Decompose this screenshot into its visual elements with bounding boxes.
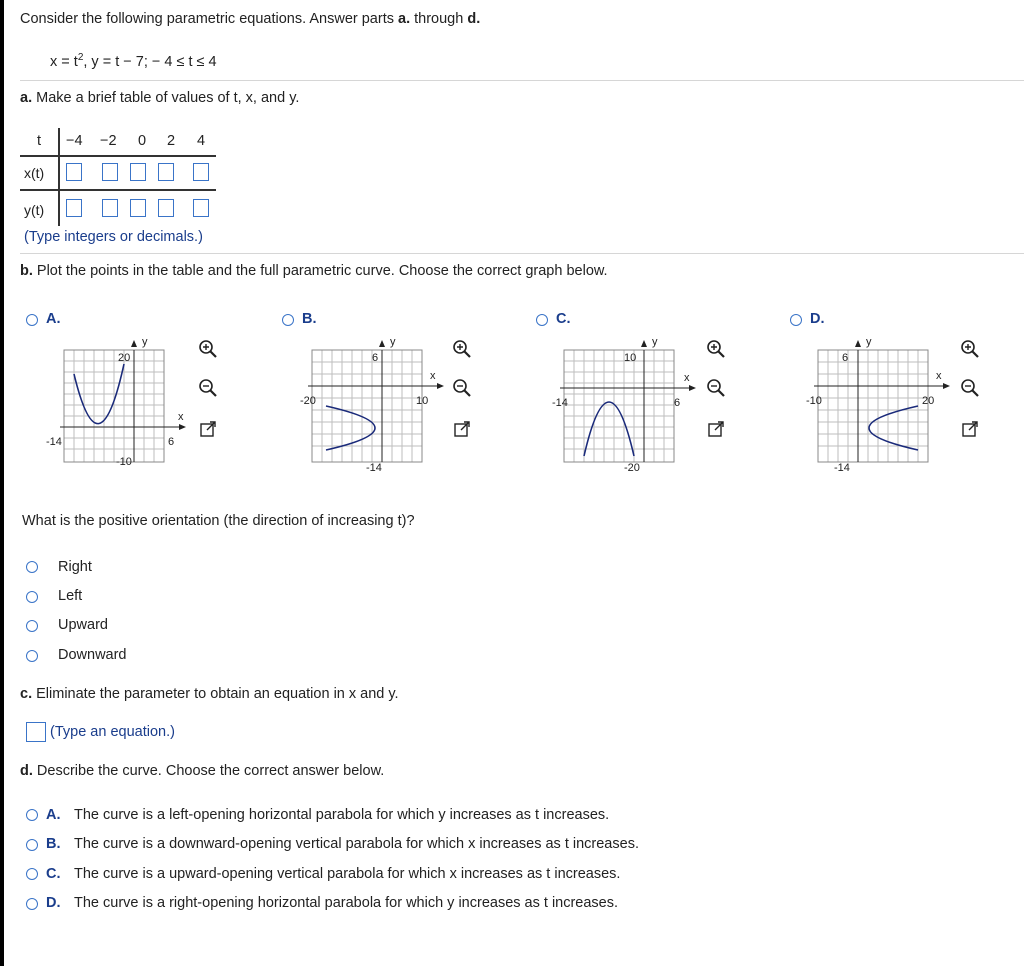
zoom-in-icon[interactable] xyxy=(452,339,472,359)
y-axis-label: y xyxy=(652,336,658,348)
axis-left-label: -20 xyxy=(300,395,316,407)
part-b-prompt xyxy=(20,263,608,279)
axis-min-label: -10 xyxy=(116,456,132,468)
graph-option-d-radio[interactable] xyxy=(790,314,802,326)
axis-right-label: 6 xyxy=(674,397,681,409)
graph-option-c-radio[interactable] xyxy=(536,314,548,326)
curve-option-letter: D. xyxy=(46,895,61,911)
orientation-option-label: Right xyxy=(58,559,92,575)
zoom-out-icon[interactable] xyxy=(452,378,472,398)
axis-max-label: 6 xyxy=(842,352,849,364)
part-c-text: Eliminate the parameter to obtain an equation in x and y. xyxy=(32,686,399,702)
popout-icon[interactable] xyxy=(960,419,980,439)
graph-option-a-radio[interactable] xyxy=(26,314,38,326)
x-axis-label: x xyxy=(430,370,436,382)
axis-min-label: -20 xyxy=(624,462,640,474)
x-axis-label: x xyxy=(178,411,184,423)
table-vertical-rule xyxy=(58,128,60,226)
x-row-label: x(t) xyxy=(24,165,45,181)
t-value: 2 xyxy=(167,133,176,149)
axis-max-label: 10 xyxy=(624,352,637,364)
curve-option-text: The curve is a upward-opening vertical parabola for which x increases as t increases. xyxy=(74,866,621,882)
parametric-equation xyxy=(50,52,217,70)
orientation-radio-right[interactable] xyxy=(26,561,38,573)
problem-intro xyxy=(20,11,480,27)
graph-option-a[interactable] xyxy=(46,336,200,478)
curve-option-text: The curve is a downward-opening vertical parabola for which x increases as t increases. xyxy=(74,836,639,852)
part-c-hint: (Type an equation.) xyxy=(50,724,175,740)
y-row-label: y(t) xyxy=(24,202,45,218)
x-value-input[interactable] xyxy=(193,163,209,181)
curve-option-c-radio[interactable] xyxy=(26,868,38,880)
x-value-input[interactable] xyxy=(66,163,82,181)
part-a-label: a. xyxy=(20,90,33,106)
x-value-input[interactable] xyxy=(102,163,118,181)
part-c-prompt xyxy=(20,686,399,702)
part-d-label: d. xyxy=(20,763,33,779)
popout-icon[interactable] xyxy=(706,419,726,439)
axis-left-label: -10 xyxy=(806,395,822,407)
part-b-text: Plot the points in the table and the full parametric curve. Choose the correct graph below. xyxy=(32,263,608,279)
zoom-in-icon[interactable] xyxy=(706,339,726,359)
zoom-out-icon[interactable] xyxy=(960,378,980,398)
orientation-option-label: Downward xyxy=(58,647,127,663)
equation-rest: , y = t − 7; − 4 ≤ t ≤ 4 xyxy=(83,53,217,70)
y-axis-label: y xyxy=(142,336,148,348)
axis-max-label: 20 xyxy=(118,352,131,364)
orientation-radio-upward[interactable] xyxy=(26,620,38,632)
x-axis-label: x xyxy=(936,370,942,382)
intro-text: Consider the following parametric equations. Answer parts xyxy=(20,11,398,27)
graph-option-b-label: B. xyxy=(302,311,317,327)
divider xyxy=(20,80,1024,81)
axis-right-label: 10 xyxy=(416,395,429,407)
x-value-input[interactable] xyxy=(130,163,146,181)
graph-option-b-radio[interactable] xyxy=(282,314,294,326)
t-value: 0 xyxy=(138,133,147,149)
orientation-radio-left[interactable] xyxy=(26,591,38,603)
axis-left-label: -14 xyxy=(46,436,62,448)
curve-option-a-radio[interactable] xyxy=(26,809,38,821)
t-value: 4 xyxy=(197,133,206,149)
orientation-question: What is the positive orientation (the direction of increasing t)? xyxy=(22,513,415,529)
table-rule-1 xyxy=(20,155,216,157)
t-value: −4 xyxy=(66,133,83,149)
equation-x: x = t xyxy=(50,53,78,70)
intro-a: a. xyxy=(398,11,411,27)
axis-right-label: 20 xyxy=(922,395,935,407)
x-axis-label: x xyxy=(684,372,690,384)
t-header: t xyxy=(37,133,42,149)
axis-right-label: 6 xyxy=(168,436,175,448)
part-b-label: b. xyxy=(20,263,33,279)
y-axis-label: y xyxy=(390,336,396,348)
curve-option-b-radio[interactable] xyxy=(26,839,38,851)
values-table xyxy=(20,128,216,226)
y-value-input[interactable] xyxy=(193,199,209,217)
part-c-label: c. xyxy=(20,686,33,702)
y-axis-label: y xyxy=(866,336,872,348)
graph-option-c[interactable] xyxy=(554,338,704,478)
y-value-input[interactable] xyxy=(66,199,82,217)
t-value: −2 xyxy=(100,133,117,149)
orientation-option-label: Upward xyxy=(58,617,108,633)
x-value-input[interactable] xyxy=(158,163,174,181)
curve-option-letter: B. xyxy=(46,836,61,852)
zoom-in-icon[interactable] xyxy=(960,339,980,359)
curve-option-letter: A. xyxy=(46,807,61,823)
popout-icon[interactable] xyxy=(198,419,218,439)
y-value-input[interactable] xyxy=(102,199,118,217)
axis-max-label: 6 xyxy=(372,352,379,364)
intro-through: through xyxy=(410,11,468,27)
part-a-prompt xyxy=(20,90,299,106)
part-d-text: Describe the curve. Choose the correct answer below. xyxy=(32,763,385,779)
curve-option-text: The curve is a left-opening horizontal parabola for which y increases as t increases. xyxy=(74,807,610,823)
zoom-out-icon[interactable] xyxy=(198,378,218,398)
part-d-prompt xyxy=(20,763,384,779)
graph-option-d[interactable] xyxy=(806,336,960,478)
part-a-hint: (Type integers or decimals.) xyxy=(24,229,203,245)
graph-option-b[interactable] xyxy=(300,336,454,478)
graph-option-a-label: A. xyxy=(46,311,61,327)
equation-exponent: 2 xyxy=(77,52,84,63)
curve-option-d-radio[interactable] xyxy=(26,898,38,910)
intro-d: d. xyxy=(467,11,481,27)
part-a-text: Make a brief table of values of t, x, and y. xyxy=(32,90,300,106)
equation-input[interactable] xyxy=(26,722,46,742)
y-value-input[interactable] xyxy=(158,199,174,217)
zoom-in-icon[interactable] xyxy=(198,339,218,359)
orientation-radio-downward[interactable] xyxy=(26,650,38,662)
graph-option-c-label: C. xyxy=(556,311,571,327)
curve-option-letter: C. xyxy=(46,866,61,882)
curve-option-text: The curve is a right-opening horizontal parabola for which y increases as t increases. xyxy=(74,895,619,911)
popout-icon[interactable] xyxy=(452,419,472,439)
y-value-input[interactable] xyxy=(130,199,146,217)
divider xyxy=(20,253,1024,254)
question-page xyxy=(4,0,1024,966)
orientation-option-label: Left xyxy=(58,588,83,604)
zoom-out-icon[interactable] xyxy=(706,378,726,398)
axis-min-label: -14 xyxy=(366,462,382,474)
graph-option-d-label: D. xyxy=(810,311,825,327)
table-rule-2 xyxy=(20,189,216,191)
axis-left-label: -14 xyxy=(552,397,568,409)
axis-min-label: -14 xyxy=(834,462,850,474)
